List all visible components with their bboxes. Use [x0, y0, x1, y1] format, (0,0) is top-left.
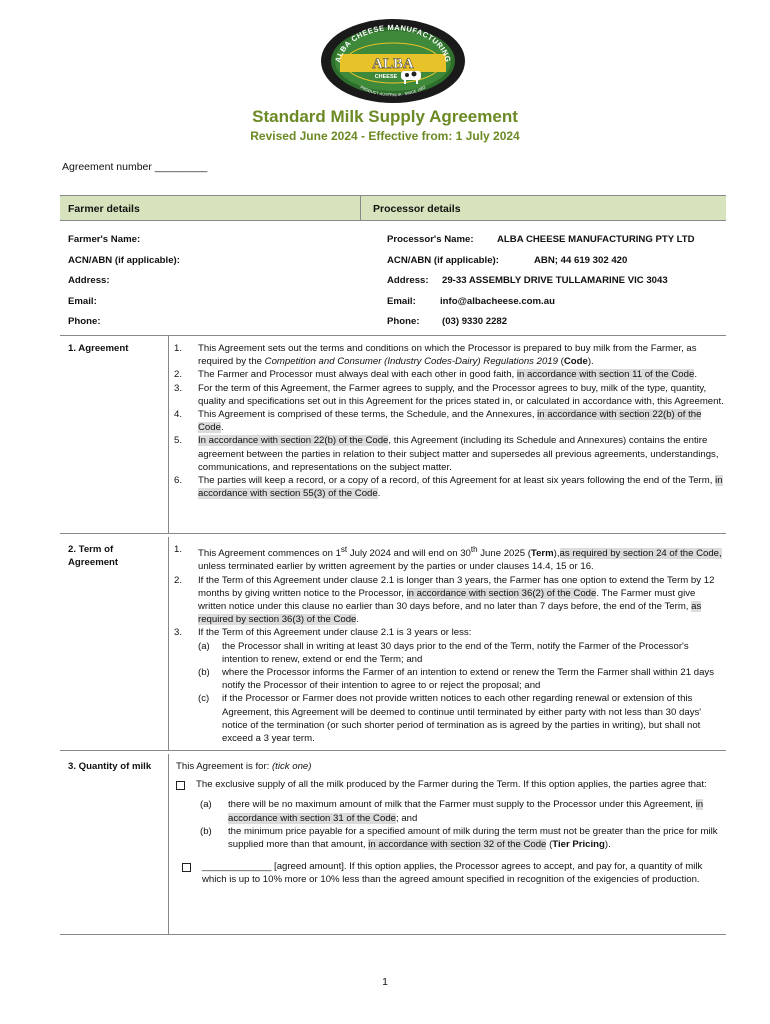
processor-abn-value: ABN; 44 619 302 420 — [534, 254, 628, 266]
section-quantity — [60, 760, 726, 935]
details-row-abn — [60, 250, 726, 271]
processor-email-label: Email: — [387, 295, 416, 307]
processor-phone-label: Phone: — [387, 316, 420, 327]
sub-item: (a) there will be no maximum amount of milk that the Farmer must supply to the Processor under this Agreement, in accordance with section 31 of the Code; and — [200, 799, 704, 824]
sub-item: (b) the minimum price payable for a specified amount of milk during the term must not be greater than the price for milk supplied more than that amount, in accordance with section 32 of the Code (Tier Pricing). — [200, 825, 718, 851]
processor-abn-label: ACN/ABN (if applicable): — [387, 254, 499, 266]
list-item: 4. This Agreement is comprised of these terms, the Schedule, and the Annexures, in accordance with section 22(b) of the Code. — [174, 409, 702, 434]
section-3-items — [176, 760, 726, 887]
processor-phone-value: (03) 9330 2282 — [442, 316, 508, 327]
option-agreed-amount: _____________ [agreed amount]. If this option applies, the Processor agrees to accept, and pay for, a quantity of milk which is up to 10% more or 10% less than the agreed amount specified in recognition of the exigencies of production. — [182, 860, 726, 886]
agreed-amount-checkbox[interactable] — [182, 863, 191, 872]
alba-cheese-logo — [318, 18, 468, 104]
list-item: 2. The Farmer and Processor must always deal with each other in good faith, in accordance with section 11 of the Code. — [174, 369, 697, 381]
processor-email-value: info@albacheese.com.au — [440, 295, 555, 307]
section-term — [60, 543, 726, 751]
list-item: 2. If the Term of this Agreement under clause 2.1 is longer than 3 years, the Farmer has one option to extend the Term by 12 months by giving written notice to the Processor, in accordance with section 36(2) of the Code. The Farmer must give written notice under this clause no earlier than 30 days before, and no later than 7 days before, the end of the Term, as required by section 36(3) of the Code. — [174, 574, 715, 626]
farmer-name-label: Farmer's Name: — [68, 234, 141, 245]
sub-item: (b) where the Processor informs the Farmer of an intention to extend or renew the Term the Farmer shall within 21 days notify the Processor of their intention to agree to or reject the proposal; and — [198, 667, 714, 692]
agreement-number: Agreement number _________ — [62, 161, 208, 173]
section-1-label: 1. Agreement — [68, 343, 129, 354]
list-item: 1. This Agreement sets out the terms and conditions on which the Processor is prepared to buy milk from the Farmer, as required by the Competition and Consumer (Industry Codes-Dairy) Regulations 2019 (Code). — [174, 343, 697, 368]
logo-sub: CHEESE — [374, 74, 398, 80]
section-1-items — [174, 342, 726, 500]
sub-item: (a) the Processor shall in writing at least 30 days prior to the end of the Term, notify the Farmer of the Processor's intention to renew, extend or end the Term; and — [198, 640, 689, 665]
processor-name-value: ALBA CHEESE MANUFACTURING PTY LTD — [497, 234, 695, 245]
farmer-phone-label: Phone: — [68, 316, 101, 327]
farmer-abn-label: ACN/ABN (if applicable): — [68, 254, 180, 266]
section-agreement — [60, 342, 726, 534]
list-item: 3. If the Term of this Agreement under clause 2.1 is 3 years or less: — [174, 627, 472, 639]
exclusive-supply-checkbox[interactable] — [176, 781, 185, 790]
farmer-email-label: Email: — [68, 295, 97, 307]
page-number: 1 — [382, 976, 388, 988]
processor-name-label: Processor's Name: — [387, 234, 474, 245]
details-table — [60, 195, 726, 336]
logo-bottom-text: PRODUCT AUSTRALIA · SINCE 1982 — [359, 84, 427, 98]
logo-name: ALBA — [372, 56, 414, 72]
sub-item: (c) if the Processor or Farmer does not provide written notices to each other regarding renewal or extension of this Agreement, this Agreement will be deemed to continue until terminated by either party with not less than 30 days' notice of the termination (or such shorter period of termination as is agreed by the parties in writing), but shall not exceed a 3 year term. — [198, 693, 702, 745]
logo-arc-text: ALBA CHEESE MANUFACTURING — [333, 22, 453, 64]
quantity-intro: This Agreement is for: (tick one) — [176, 761, 312, 772]
processor-address-label: Address: — [387, 275, 429, 286]
details-row-phone — [60, 311, 726, 332]
list-item: 1. This Agreement commences on 1st July 2024 and will end on 30th June 2025 (Term),as required by section 24 of the Code, unless terminated earlier by written agreement by the parties or under clauses 14.4, 15 or 16. — [174, 544, 722, 573]
document-title: Standard Milk Supply Agreement — [252, 107, 518, 126]
list-item: 5. In accordance with section 22(b) of the Code, this Agreement (including its Schedule and Annexures) contains the entire agreement between the parties in relation to their subject matter and supersedes all previous agreements, understandings, communications, and representations on the subject matter. — [174, 435, 719, 473]
option-exclusive-supply: The exclusive supply of all the milk produced by the Farmer during the Term. If this option applies, the parties agree that: — [176, 778, 726, 791]
processor-details-header: Processor details — [373, 203, 461, 215]
farmer-address-label: Address: — [68, 275, 110, 286]
processor-address-value: 29-33 ASSEMBLY DRIVE TULLAMARINE VIC 3043 — [442, 275, 668, 286]
list-item: 6. The parties will keep a record, or a copy of a record, of this Agreement for at least six years following the end of the Term, in accordance with section 55(3) of the Code. — [174, 475, 723, 500]
section-2-items — [174, 543, 726, 745]
farmer-details-header: Farmer details — [60, 196, 361, 220]
details-row-email — [60, 291, 726, 312]
details-row-name — [60, 229, 726, 250]
details-row-address — [60, 270, 726, 291]
list-item: 3. For the term of this Agreement, the Farmer agrees to supply, and the Processor agrees to buy, milk of the type, quantity, quality and specifications set out in this Agreement for the prices stated in, or calculated in accordance with, this Agreement. — [174, 382, 724, 407]
details-header — [60, 195, 726, 221]
section-3-label: 3. Quantity of milk — [68, 761, 152, 772]
section-2-label: 2. Term of Agreement — [68, 544, 119, 569]
document-subtitle: Revised June 2024 - Effective from: 1 July 2024 — [250, 129, 520, 143]
